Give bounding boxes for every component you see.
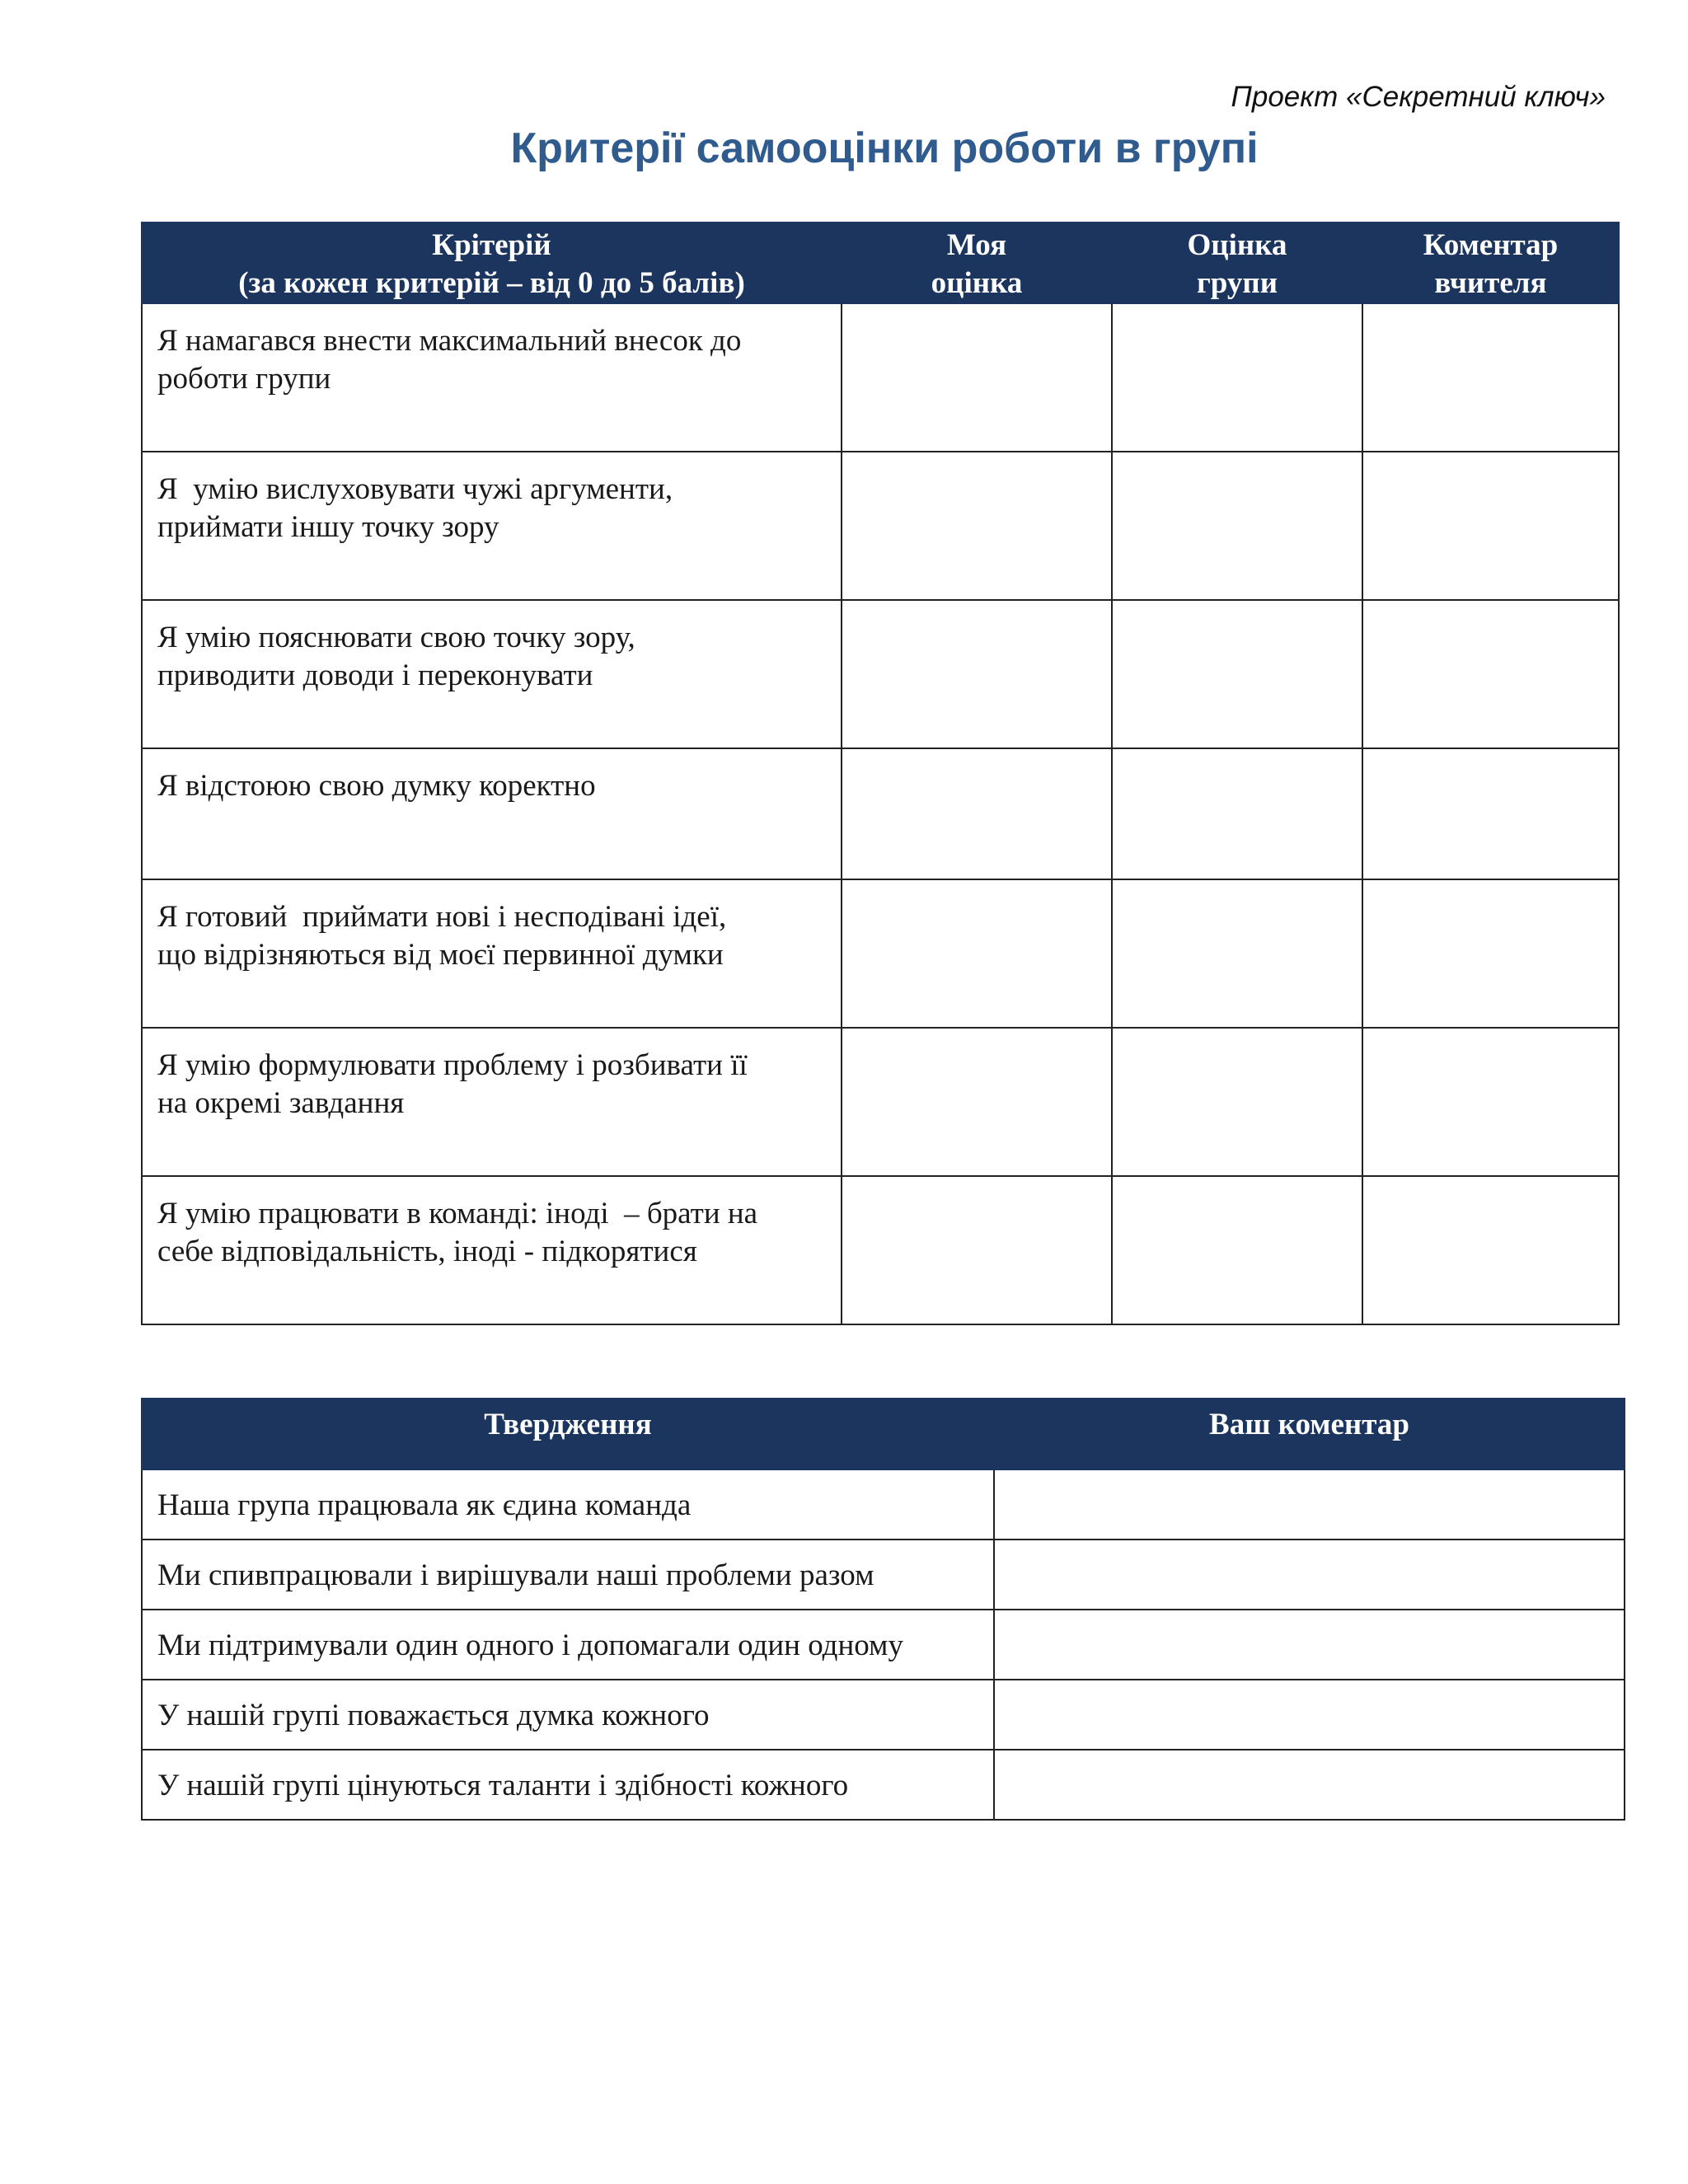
- group-score-cell[interactable]: [1112, 748, 1362, 879]
- teacher-comment-cell[interactable]: [1362, 879, 1619, 1028]
- group-score-cell[interactable]: [1112, 303, 1362, 452]
- my-score-cell[interactable]: [842, 600, 1112, 748]
- criterion-text: Я готовий приймати нові і несподівані ідеї, що відрізняються від моєї первинної думки: [142, 879, 842, 1028]
- my-score-cell[interactable]: [842, 1176, 1112, 1324]
- criterion-text: Я умію вислуховувати чужі аргументи, приймати іншу точку зору: [142, 452, 842, 600]
- statement-row: [142, 1469, 1625, 1540]
- teacher-comment-cell[interactable]: [1362, 452, 1619, 600]
- criteria-header-row: [142, 223, 1619, 303]
- my-score-cell[interactable]: [842, 1028, 1112, 1176]
- group-score-cell[interactable]: [1112, 879, 1362, 1028]
- project-label: Проект «Секретний ключ»: [1231, 81, 1606, 113]
- my-score-column-header: Моя оцінка: [842, 223, 1112, 303]
- page-title: Критерії самооцінки роботи в групі: [510, 124, 1259, 172]
- comment-cell[interactable]: [994, 1469, 1625, 1540]
- criterion-text: Я умію пояснювати свою точку зору, приводити доводи і переконувати: [142, 600, 842, 748]
- criteria-row: [142, 1176, 1619, 1324]
- group-score-cell[interactable]: [1112, 600, 1362, 748]
- criterion-text: Я намагався внести максимальний внесок до роботи групи: [142, 303, 842, 452]
- statement-text: Наша група працювала як єдина команда: [142, 1469, 994, 1540]
- criteria-row: [142, 879, 1619, 1028]
- statements-header-row: [142, 1399, 1625, 1469]
- criteria-row: [142, 452, 1619, 600]
- teacher-comment-cell[interactable]: [1362, 748, 1619, 879]
- statement-row: [142, 1680, 1625, 1750]
- criterion-text: Я умію формулювати проблему і розбивати її на окремі завдання: [142, 1028, 842, 1176]
- my-score-cell[interactable]: [842, 452, 1112, 600]
- statement-row: [142, 1610, 1625, 1680]
- criterion-text: Я умію працювати в команді: іноді – брати на себе відповідальність, іноді - підкорятися: [142, 1176, 842, 1324]
- criterion-text: Я відстоюю свою думку коректно: [142, 748, 842, 879]
- comment-cell[interactable]: [994, 1680, 1625, 1750]
- comment-cell[interactable]: [994, 1540, 1625, 1610]
- your-comment-column-header: Ваш коментар: [994, 1399, 1625, 1469]
- comment-cell[interactable]: [994, 1750, 1625, 1820]
- criteria-row: [142, 1028, 1619, 1176]
- statement-text: У нашій групі цінуються таланти і здібності кожного: [142, 1750, 994, 1820]
- teacher-comment-cell[interactable]: [1362, 1028, 1619, 1176]
- teacher-comment-cell[interactable]: [1362, 1176, 1619, 1324]
- group-score-cell[interactable]: [1112, 1028, 1362, 1176]
- statement-text: Ми підтримували один одного і допомагали один одному: [142, 1610, 994, 1680]
- my-score-cell[interactable]: [842, 879, 1112, 1028]
- teacher-comment-column-header: Коментар вчителя: [1362, 223, 1619, 303]
- criteria-row: [142, 303, 1619, 452]
- comment-cell[interactable]: [994, 1610, 1625, 1680]
- group-score-column-header: Оцінка групи: [1112, 223, 1362, 303]
- criteria-row: [142, 748, 1619, 879]
- statement-column-header: Твердження: [142, 1399, 994, 1469]
- statement-text: Ми спивпрацювали і вирішували наші проблеми разом: [142, 1540, 994, 1610]
- statement-row: [142, 1750, 1625, 1820]
- criteria-table: [141, 222, 1620, 1325]
- statement-text: У нашій групі поважається думка кожного: [142, 1680, 994, 1750]
- my-score-cell[interactable]: [842, 748, 1112, 879]
- criteria-row: [142, 600, 1619, 748]
- criterion-column-header: Крітерій (за кожен критерій – від 0 до 5 балів): [142, 223, 842, 303]
- statement-row: [142, 1540, 1625, 1610]
- group-score-cell[interactable]: [1112, 452, 1362, 600]
- group-score-cell[interactable]: [1112, 1176, 1362, 1324]
- my-score-cell[interactable]: [842, 303, 1112, 452]
- teacher-comment-cell[interactable]: [1362, 303, 1619, 452]
- teacher-comment-cell[interactable]: [1362, 600, 1619, 748]
- statements-table: [141, 1398, 1625, 1821]
